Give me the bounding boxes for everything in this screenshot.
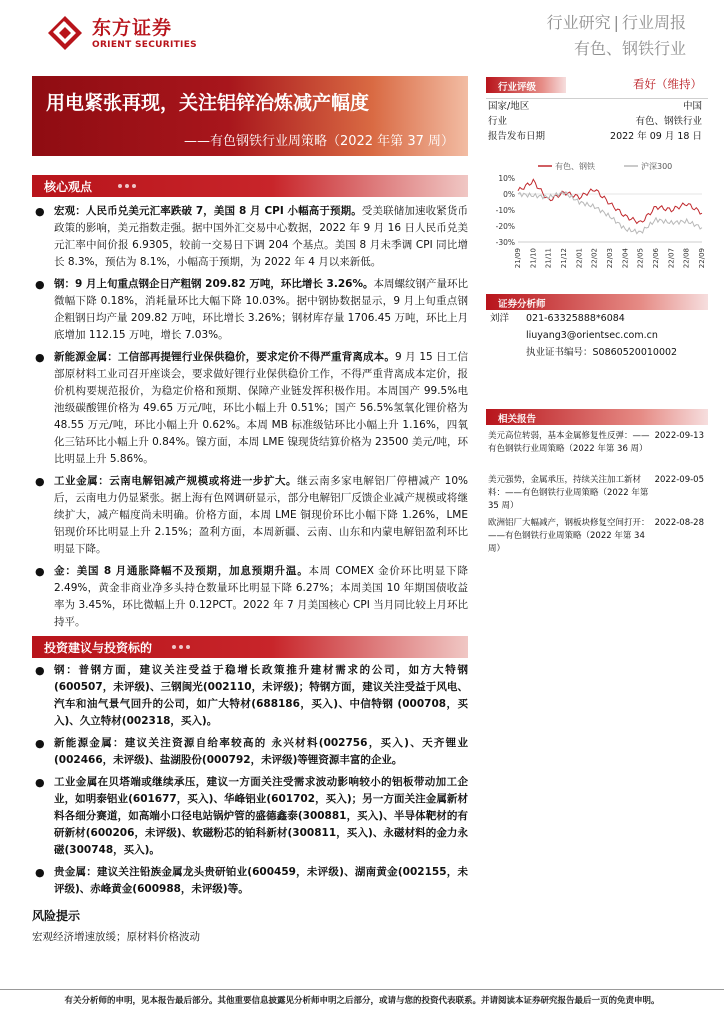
report-category: 行业研究 | 行业周报 有色、钢铁行业 [547, 10, 686, 62]
y-tick-label: 10% [498, 174, 515, 183]
analyst-cert: 执业证书编号：S0860520010002 [526, 347, 678, 358]
section-dots-icon [172, 645, 193, 649]
performance-chart [486, 160, 708, 284]
analyst-phone: 021-63325888*6084 [526, 313, 625, 324]
performance-chart-svg [486, 160, 708, 284]
core-heading: 核心观点 [44, 180, 93, 194]
rating-row [486, 75, 708, 93]
related-report-item[interactable] [486, 430, 708, 470]
y-tick-label: 0% [503, 190, 515, 199]
core-item-new-energy: ● 新能源金属：工信部再提锂行业保供稳价，要求定价不得严重背离成本。9 月 15 日工信部原材料工业司召开座谈会，要求做好锂行业保供稳价工作，不得严重背离成本定价，报价机构要规范报价，为稳定价格和预期、保障产业链发挥积极作用。本周国产 99.5%电池级碳酸锂价格为 49.65 万元/吨，环比小幅上升 0.51%；国产 56.5%氢氧化锂价格为 48.55 万元/吨，环比小幅上升 0.62%。本周 MB 标准级钴环比小幅上升 1.16%，四氧化三钴环比小幅上升 0.84%。镍方面，本周 LME 镍现货结算价格为 23500 美元/吨，环比明显上升 5.86%。 [35, 351, 468, 465]
core-item-steel: ● 钢：9 月上旬重点钢企日产粗钢 209.82 万吨，环比增长 3.26%。本周螺纹钢产量环比微幅下降 0.18%，消耗量环比大幅下降 10.03%。据中钢协数据显示，9 月上旬重点钢企粗钢日均产量 209.82 万吨，环比增长 3.26%；钢材库存量 1706.45 万吨，环比上月底增加 112.15 万吨，增长 7.03%。 [35, 278, 468, 341]
x-tick-label: 21/10 [529, 248, 538, 269]
risk-text: 宏观经济增速放缓；原材料价格波动 [32, 931, 200, 943]
y-tick-label: -20% [495, 222, 515, 231]
report-title: 用电紧张再现，关注铝锌冶炼减产幅度 [46, 92, 370, 114]
core-item-macro: ● 宏观：人民币兑美元汇率跌破 7，美国 8 月 CPI 小幅高于预期。受美联储加速收紧货币政策的影响，美元指数走强。据中国外汇交易中心数据，2022 年 9 月 16 日人民币兑美元汇率中间价报 6.9305，较前一交易日下调 204 个基点。美国 8 月未季调 CPI 同比增长 8.3%，预估为 8.1%，小幅高于预期，为 2022 年 4 月以来新低。 [35, 205, 468, 268]
analyst-label-bar [486, 294, 708, 310]
related-report-item[interactable] [486, 517, 708, 557]
info-row: 国家/地区 中国 [488, 101, 702, 112]
x-tick-label: 22/03 [606, 248, 614, 269]
legend-label: 沪深300 [641, 162, 673, 171]
x-tick-label: 21/12 [560, 248, 568, 269]
x-tick-label: 22/04 [621, 248, 630, 269]
invest-item-precious: ● 贵金属：建议关注铅族金属龙头贵研铂业(600459，未评级)、湖南黄金(002155，未评级)、赤峰黄金(600988，未评级)等。 [35, 866, 468, 895]
info-row: 行业 有色、钢铁行业 [488, 116, 702, 127]
section-dots-icon [118, 184, 139, 188]
industry-info [486, 98, 708, 144]
core-item-industrial: ● 工业金属：云南电解铝减产规模或将进一步扩大。继云南多家电解铝厂停槽减产 10%后，云南电力仍显紧张。据上海有色网调研显示，部分电解铝厂反馈企业减产规模或将继续扩大，减产幅度尚未明确。价格方面，本周 LME 铜现价环比小幅下降 1.26%，LME 铝现价环比明显上升 2.15%；盈利方面，本周新疆、云南、山东和内蒙电解铝盈利环比明显下降。 [35, 475, 468, 555]
core-points [32, 203, 468, 631]
rating-label: 行业评级 [498, 82, 537, 93]
x-tick-label: 21/09 [514, 248, 522, 269]
analyst-label: 证券分析师 [498, 299, 546, 310]
title-banner [32, 76, 468, 156]
info-row: 报告发布日期 2022 年 09 月 18 日 [488, 131, 702, 142]
related-report-title[interactable]: 美元强势，金属承压，持续关注加工新材料：——有色钢铁行业周策略（2022 年第 35 周） [488, 475, 649, 511]
risk-heading: 风险提示 [32, 909, 81, 923]
x-tick-label: 22/05 [636, 248, 645, 269]
related-report-date: 2022-09-05 [654, 475, 704, 485]
category-industry-research: 行业研究 [546, 13, 611, 32]
invest-item-steel: ● 钢：普钢方面，建议关注受益于稳增长政策推升建材需求的公司，如方大特钢 (600507，未评级)、三钢闽光(002110，未评级)；特钢方面，建议关注受益于风电、汽车和油气景气回升的公司，如广大特材(688186，买入)、中信特钢 (000708，买入)、久立特材(002318，买入)。 [35, 664, 468, 727]
y-tick-label: -30% [495, 238, 515, 247]
related-report-title[interactable]: 美元高位转弱，基本金属修复性反弹：——有色钢铁行业周策略（2022 年第 36 周） [488, 431, 650, 454]
x-tick-label: 21/11 [544, 248, 553, 269]
invest-item-industrial: ● 工业金属在贝塔端或继续承压，建议一方面关注受需求波动影响较小的铝板带动加工企业，如明泰铝业(601677，买入)、华峰铝业(601702，买入)；另一方面关注金属新材料各细分赛道，如高端小口径电站锅炉管的盛德鑫泰(300881，买入)、半导体靶材的有研新材(600206，未评级)、软磁粉芯的铂科新材(300811，买入)、永磁材料的金力永磁(300748，买入)。 [35, 776, 468, 856]
report-subtitle: ——有色钢铁行业周策略（2022 年第 37 周） [183, 134, 454, 149]
invest-section-header [32, 636, 468, 658]
related-report-date: 2022-08-28 [654, 518, 704, 528]
category-weekly: 行业周报 [621, 13, 686, 32]
orient-securities-logo-icon [44, 14, 86, 54]
analyst-info [486, 311, 708, 361]
y-tick-label: -10% [495, 206, 515, 215]
core-section-header [32, 175, 468, 197]
brand-name-cn: 东方证券 [92, 17, 173, 39]
brand-logo [44, 14, 197, 54]
related-report-date: 2022-09-13 [654, 431, 704, 441]
invest-heading: 投资建议与投资标的 [44, 641, 153, 655]
legend-label: 有色、钢铁 [555, 162, 595, 171]
x-tick-label: 22/08 [682, 248, 691, 269]
rating-value: 看好（维持） [633, 77, 702, 91]
x-tick-label: 22/06 [652, 248, 660, 269]
analyst-name: 刘洋 [490, 313, 510, 324]
x-tick-label: 22/02 [590, 248, 599, 269]
analyst-email[interactable]: liuyang3@orientsec.com.cn [526, 330, 658, 341]
series-line [518, 192, 702, 234]
related-report-title[interactable]: 欧洲铝厂大幅减产，钢板块修复空间打开：——有色钢铁行业周策略（2022 年第 34 周） [488, 518, 650, 554]
footer-divider [0, 989, 724, 990]
related-report-item[interactable] [486, 474, 708, 514]
brand-name-en: ORIENT SECURITIES [92, 40, 197, 50]
category-industry: 有色、钢铁行业 [573, 39, 686, 58]
related-reports-label-bar [486, 409, 708, 425]
x-tick-label: 22/09 [698, 248, 706, 269]
x-tick-label: 22/01 [575, 248, 584, 269]
core-item-gold: ● 金：美国 8 月通胀降幅不及预期，加息预期升温。本周 COMEX 金价环比明显下降 2.49%，黄金非商业净多头持仓数量环比明显下降 6.27%；本周美国 10 年期国债收益率为 3.45%，环比微幅上升 0.12PCT。2022 年 7 月美国核心 CPI 当月同比较上月环比持平。 [35, 565, 468, 628]
x-tick-label: 22/07 [667, 248, 676, 269]
related-reports-label: 相关报告 [498, 414, 537, 425]
invest-points [32, 662, 468, 898]
disclaimer-footer: 有关分析师的申明，见本报告最后部分。其他重要信息披露见分析师申明之后部分，或请与您的投资代表联系。并请阅读本证券研究报告最后一页的免责申明。 [64, 996, 660, 1006]
invest-item-new-energy: ● 新能源金属：建议关注资源自给率较高的 永兴材料(002756，买入)、天齐锂业 (002466，未评级)、盐湖股份(000792，未评级)等锂资源丰富的企业。 [35, 737, 468, 766]
